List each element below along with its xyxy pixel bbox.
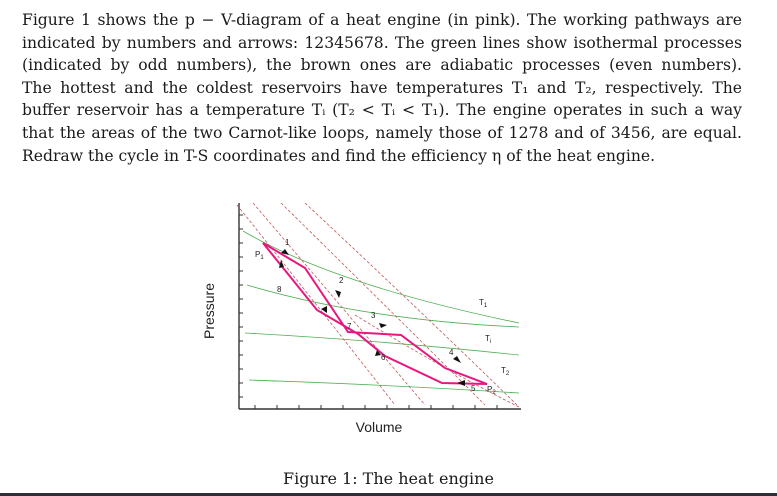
label-p2: $P_2$ [487, 385, 496, 396]
step-label-7: 7 [347, 322, 352, 331]
step-label-2: 2 [339, 276, 344, 285]
text-line: Redraw the cycle in T-S coordinates and find the efficiency η of the heat engine. [22, 146, 656, 165]
x-axis-label: Volume [355, 419, 403, 435]
arrow-step-2 [335, 290, 341, 298]
step-label-1: 1 [285, 238, 290, 247]
text-line: (indicated by odd numbers), the brown ones are adiabatic processes (even numbers). [22, 56, 742, 75]
pv-diagram [195, 195, 535, 435]
step-label-5: 5 [471, 384, 476, 393]
adiabat-2 [253, 203, 425, 405]
text-line: The hottest and the coldest reservoirs have temperatures T₁ and T₂, respectively. The [22, 78, 742, 97]
step-label-4: 4 [449, 348, 454, 357]
text-line: buffer reservoir has a temperature Tᵢ (T₂ < Tᵢ < T₁). The engine operates in such a way [22, 101, 742, 120]
y-axis-label: Pressure [201, 282, 217, 340]
label-p1: $P_1$ [255, 250, 264, 261]
isotherm-ti [245, 333, 519, 355]
label-t1: $T_1$ [479, 298, 488, 309]
text-line: Figure 1 shows the p − V-diagram of a heat engine (in pink). The working pathways are [22, 11, 742, 29]
step-label-6: 6 [381, 353, 386, 362]
adiabat-lines [237, 203, 519, 407]
label-ti: $T_i$ [485, 334, 492, 345]
step-label-8: 8 [277, 285, 282, 294]
arrow-step-4 [453, 356, 461, 363]
adiabat-1 [237, 205, 395, 405]
step-label-3: 3 [371, 311, 376, 320]
text-line: indicated by numbers and arrows: 12345678. The green lines show isothermal processes [22, 33, 742, 52]
label-t2: $T_2$ [501, 366, 510, 377]
arrow-step-3 [379, 323, 387, 328]
problem-statement [22, 9, 742, 167]
text-line: that the areas of the two Carnot-like loops, namely those of 1278 and of 3456, are equal. [22, 123, 742, 142]
figure-caption: Figure 1: The heat engine [283, 469, 494, 488]
